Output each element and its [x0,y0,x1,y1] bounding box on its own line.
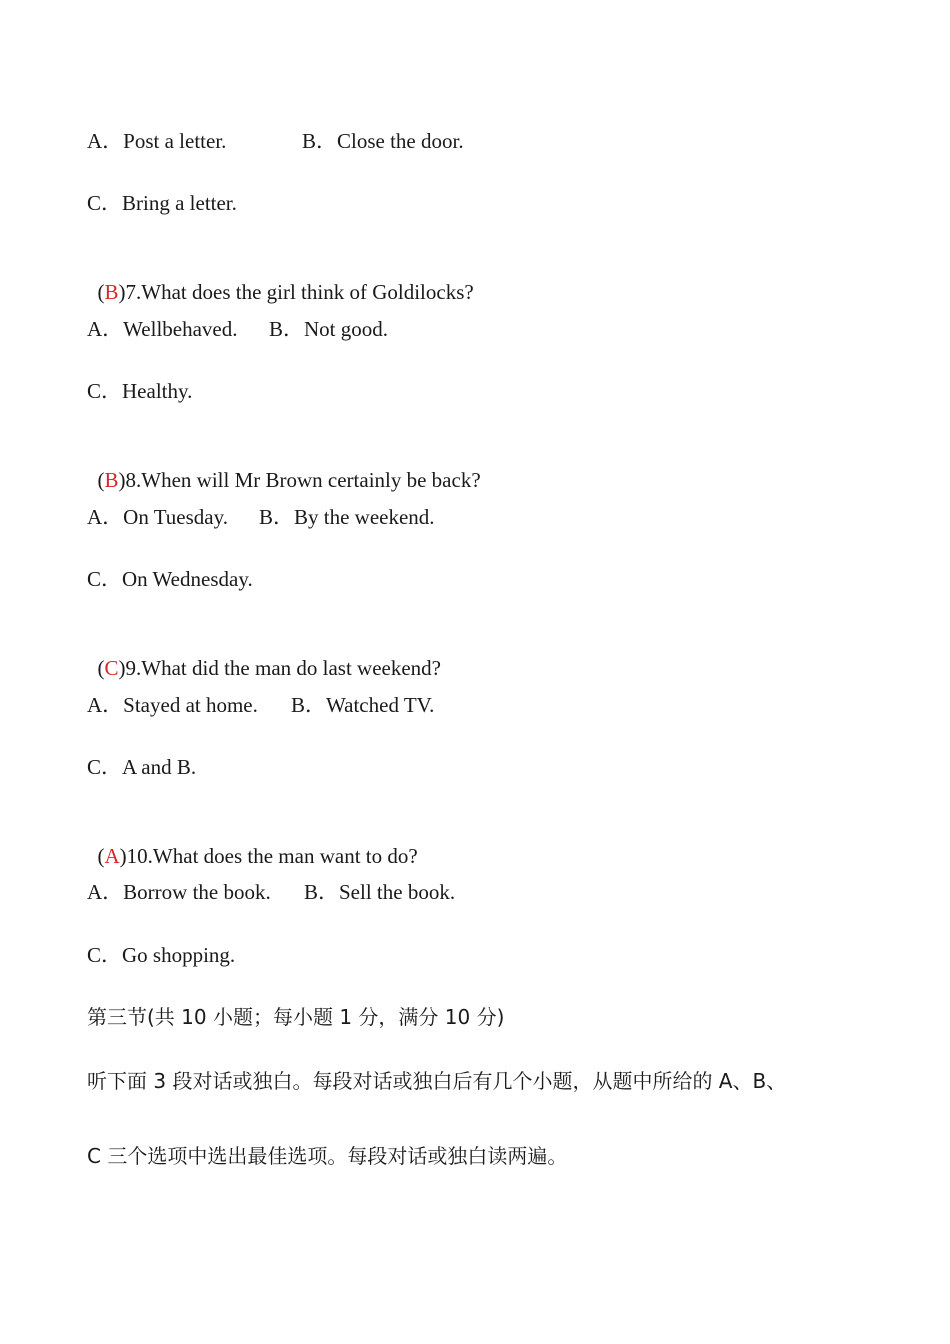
q8-question-text: 8.When will Mr Brown certainly be back? [125,468,481,492]
q7-close-paren: ) [118,280,126,304]
q7-option-c: C．Healthy. [87,379,193,403]
section3-heading: 第三节(共 10 小题；每小题 1 分，满分 10 分) [87,1005,505,1029]
section3-instruction-line1: 听下面 3 段对话或独白。每段对话或独白后有几个小题，从题中所给的 A、B、 [87,1069,787,1093]
q9-question-text: 9.What did the man do last weekend? [125,656,441,680]
q10-answer: A [104,844,120,868]
q7-answer: B [104,280,119,304]
q10-question-text: 10.What does the man want to do? [126,844,418,868]
q7-option-a: A．Wellbehaved. [87,317,238,341]
q10-question [87,817,418,869]
q8-question [87,441,481,493]
q6-option-a: A．Post a letter. [87,129,227,153]
q8-option-a: A．On Tuesday. [87,505,228,529]
q9-open-paren: ( [97,656,105,680]
q8-answer: B [104,468,119,492]
q9-option-b: B．Watched TV. [291,693,435,717]
q7-option-b: B．Not good. [269,317,389,341]
q9-option-a: A．Stayed at home. [87,693,258,717]
q8-option-c: C．On Wednesday. [87,567,253,591]
q7-question-text: 7.What does the girl think of Goldilocks? [125,280,474,304]
q8-close-paren: ) [118,468,126,492]
q10-option-b: B．Sell the book. [304,880,456,904]
q6-option-b: B．Close the door. [302,129,464,153]
q9-close-paren: ) [118,656,126,680]
q10-option-a: A．Borrow the book. [87,880,271,904]
section3-instruction-line2: C 三个选项中选出最佳选项。每段对话或独白读两遍。 [87,1144,568,1168]
q9-answer: C [104,656,119,680]
q6-option-c: C．Bring a letter. [87,191,237,215]
q8-option-b: B．By the weekend. [259,505,435,529]
q7-question [87,253,474,305]
q8-open-paren: ( [97,468,105,492]
q10-close-paren: ) [119,844,127,868]
q9-option-c: C．A and B. [87,755,197,779]
q10-option-c: C．Go shopping. [87,943,236,967]
q7-open-paren: ( [97,280,105,304]
q9-question [87,629,441,681]
q10-open-paren: ( [97,844,105,868]
